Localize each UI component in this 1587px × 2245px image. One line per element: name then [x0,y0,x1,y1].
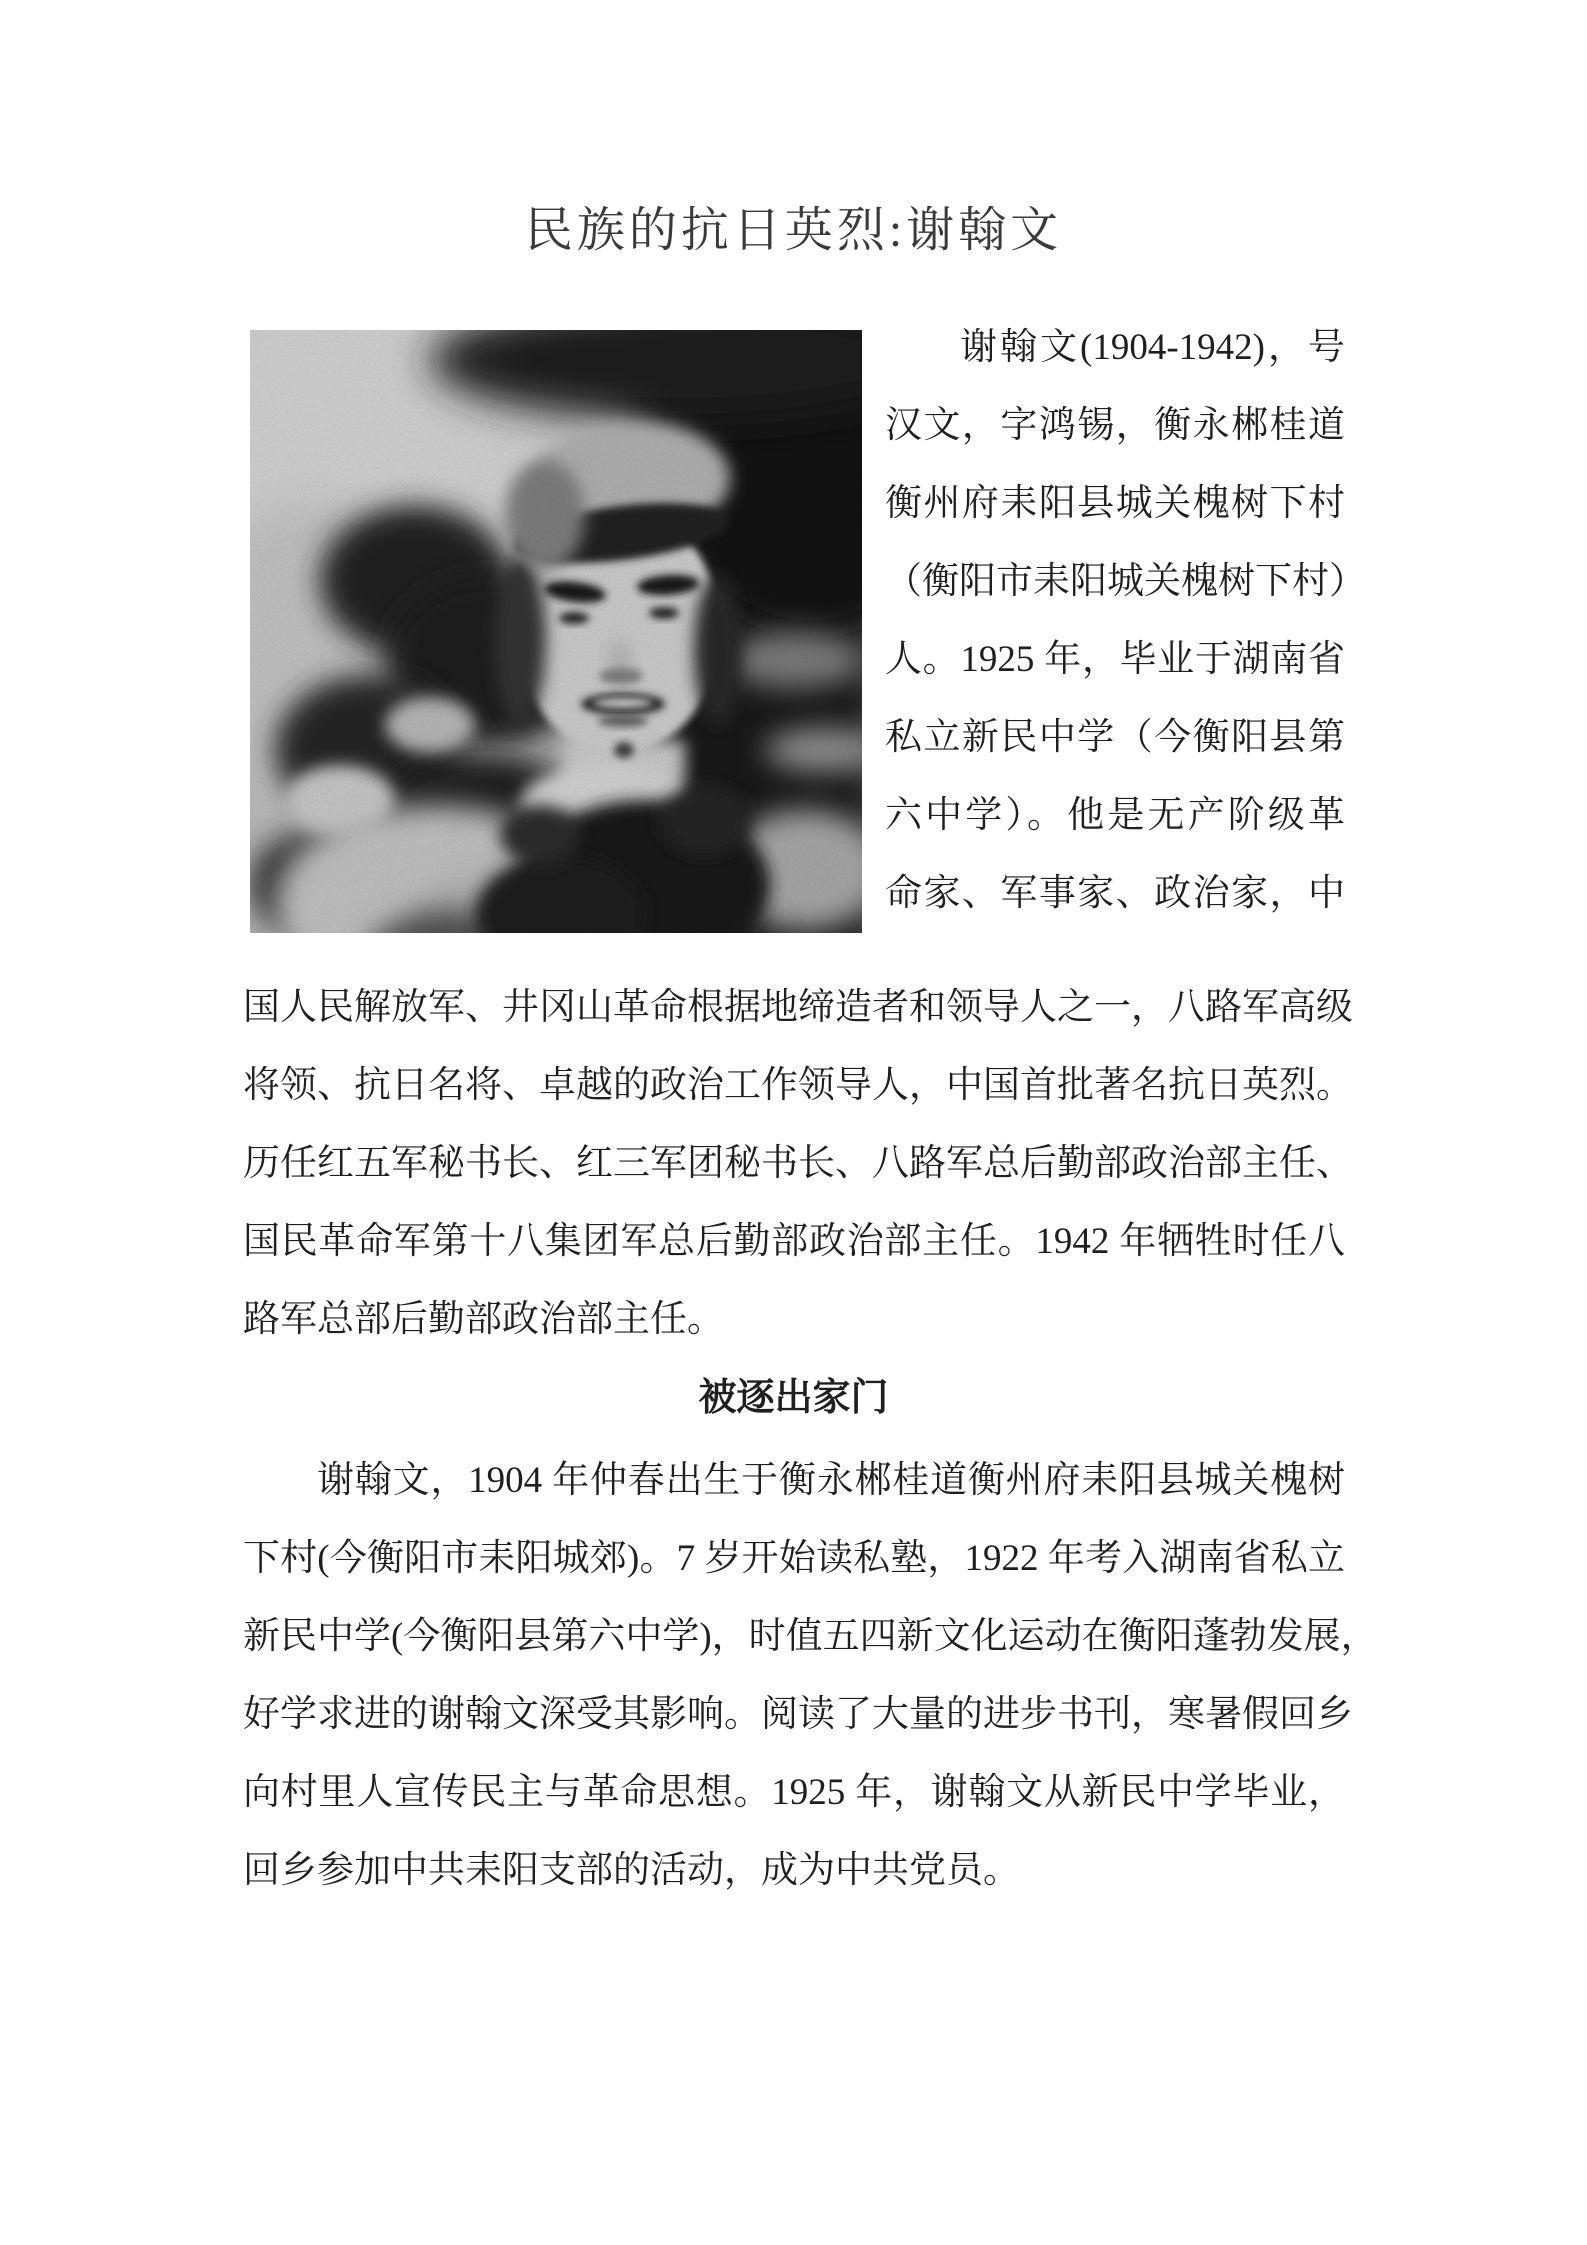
intro-text-line: 命家、军事家、政治家，中 [885,873,1345,914]
intro-text-line: 人。1925 年，毕业于湖南省 [885,639,1345,680]
intro-text-line: 路军总部后勤部政治部主任。 [243,1299,724,1340]
intro-text-line: （衡阳市耒阳城关槐树下村） [885,561,1366,602]
page-title: 民族的抗日英烈:谢翰文 [524,204,1063,257]
portrait-photo-image [250,330,862,933]
intro-text-line: 衡州府耒阳县城关槐树下村 [885,483,1345,524]
intro-text-line: 将领、抗日名将、卓越的政治工作领导人，中国首批著名抗日英烈。 [243,1065,1353,1106]
paragraph-text-line: 好学求进的谢翰文深受其影响。阅读了大量的进步书刊，寒暑假回乡 [243,1694,1353,1735]
intro-wrap-text-column [885,309,1366,933]
intro-full-width-text [243,969,1353,1359]
intro-text-line: 六中学）。他是无产阶级革 [885,795,1345,836]
paragraph-text-line: 谢翰文，1904 年仲春出生于衡永郴桂道衡州府耒阳县城关槐树 [317,1460,1345,1501]
paragraph-early-life [243,1442,1378,1910]
intro-text-line: 私立新民中学（今衡阳县第 [885,717,1345,758]
paragraph-text-line: 回乡参加中共耒阳支部的活动，成为中共党员。 [243,1850,1020,1891]
paragraph-text-line: 向村里人宣传民主与革命思想。1925 年，谢翰文从新民中学毕业， [243,1772,1345,1813]
paragraph-text-line: 下村(今衡阳市耒阳城郊)。7 岁开始读私塾，1922 年考入湖南省私立 [243,1538,1345,1579]
paragraph-text-line: 新民中学(今衡阳县第六中学)，时值五四新文化运动在衡阳蓬勃发展， [243,1616,1378,1657]
intro-text-line: 历任红五军秘书长、红三军团秘书长、八路军总后勤部政治部主任、 [243,1143,1353,1184]
intro-text-line: 汉文，字鸿锡，衡永郴桂道 [885,405,1345,446]
portrait-photo [250,330,862,933]
section-heading: 被逐出家门 [698,1377,889,1419]
intro-text-line: 国人民解放军、井冈山革命根据地缔造者和领导人之一，八路军高级 [243,987,1353,1028]
intro-text-line: 谢翰文(1904-1942)，号 [960,327,1345,368]
intro-text-line: 国民革命军第十八集团军总后勤部政治部主任。1942 年牺牲时任八 [243,1221,1345,1262]
